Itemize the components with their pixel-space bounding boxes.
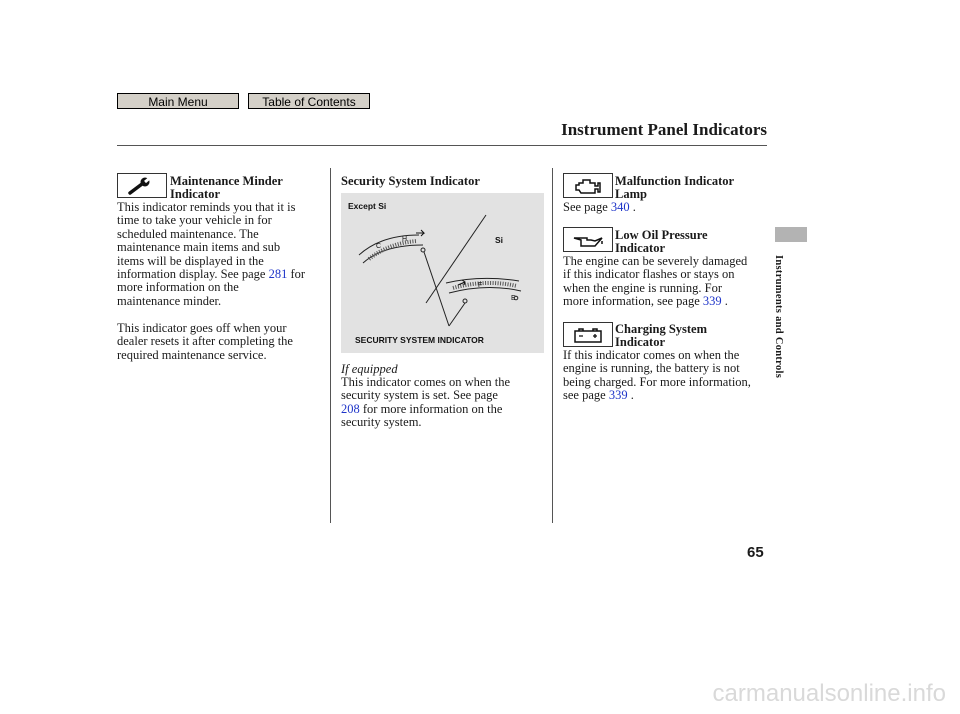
malfunction-see-page: See page 340 . (563, 200, 636, 214)
malfunction-indicator-heading: Malfunction Indicator Lamp (615, 174, 735, 201)
security-system-heading: Security System Indicator (341, 174, 480, 188)
page-link-208[interactable]: 208 (341, 401, 360, 416)
page-link-339-oil[interactable]: 339 (702, 294, 722, 309)
column-divider-2 (552, 168, 553, 523)
figure-label-except-si: Except Si (348, 201, 387, 211)
page-title: Instrument Panel Indicators (561, 120, 767, 139)
security-paragraph: This indicator comes on when the security system is set. See page 208 for more information on the security system. (341, 375, 511, 430)
maintenance-paragraph-1: This indicator reminds you that it is time to take your vehicle in for scheduled maintenance. The maintenance main items and sub items will be displayed in the information display. See page 281 for more information on the maintenance minder. (117, 200, 306, 308)
page-link-340[interactable]: 340 (610, 200, 630, 214)
wrench-icon (126, 177, 158, 195)
charging-system-paragraph: If this indicator comes on when the engine is running, the battery is not being charged. For more information, see page 339 . (563, 348, 751, 403)
if-equipped-note: If equipped (341, 362, 398, 376)
section-label: Instruments and Controls (773, 255, 784, 379)
title-divider (117, 145, 767, 146)
table-of-contents-button[interactable]: Table of Contents (248, 93, 370, 109)
section-tab (775, 227, 807, 242)
engine-icon (572, 177, 604, 195)
low-oil-pressure-heading: Low Oil Pressure Indicator (615, 228, 708, 255)
svg-text:E: E (511, 295, 516, 302)
maintenance-paragraph-2: This indicator goes off when your dealer resets it after completing the required maintenance service. (117, 321, 293, 362)
page-link-281[interactable]: 281 (268, 267, 288, 282)
maintenance-indicator-icon-box (117, 173, 167, 198)
figure-label-si: Si (495, 235, 504, 245)
oil-pressure-icon-box (563, 227, 613, 252)
svg-text:C: C (376, 243, 382, 250)
figure-caption: SECURITY SYSTEM INDICATOR (355, 335, 484, 345)
oil-can-icon (571, 231, 605, 249)
charging-system-heading: Charging System Indicator (615, 322, 708, 349)
main-menu-button[interactable]: Main Menu (117, 93, 239, 109)
column-divider-1 (330, 168, 331, 523)
low-oil-pressure-paragraph: The engine can be severely damaged if this indicator flashes or stays on when the engine is running. For more information, see page 339 . (563, 254, 748, 309)
svg-text:H: H (402, 236, 408, 243)
instrument-cluster-illustration (341, 193, 544, 353)
maintenance-minder-heading: Maintenance Minder Indicator (170, 174, 283, 201)
malfunction-indicator-icon-box (563, 173, 613, 198)
battery-icon (572, 326, 604, 344)
watermark: carmanualsonline.info (712, 680, 946, 707)
svg-text:F: F (478, 282, 483, 289)
page-number: 65 (747, 544, 764, 561)
security-indicator-figure (341, 193, 544, 353)
page-link-339-charge[interactable]: 339 (608, 388, 628, 403)
charging-system-icon-box (563, 322, 613, 347)
